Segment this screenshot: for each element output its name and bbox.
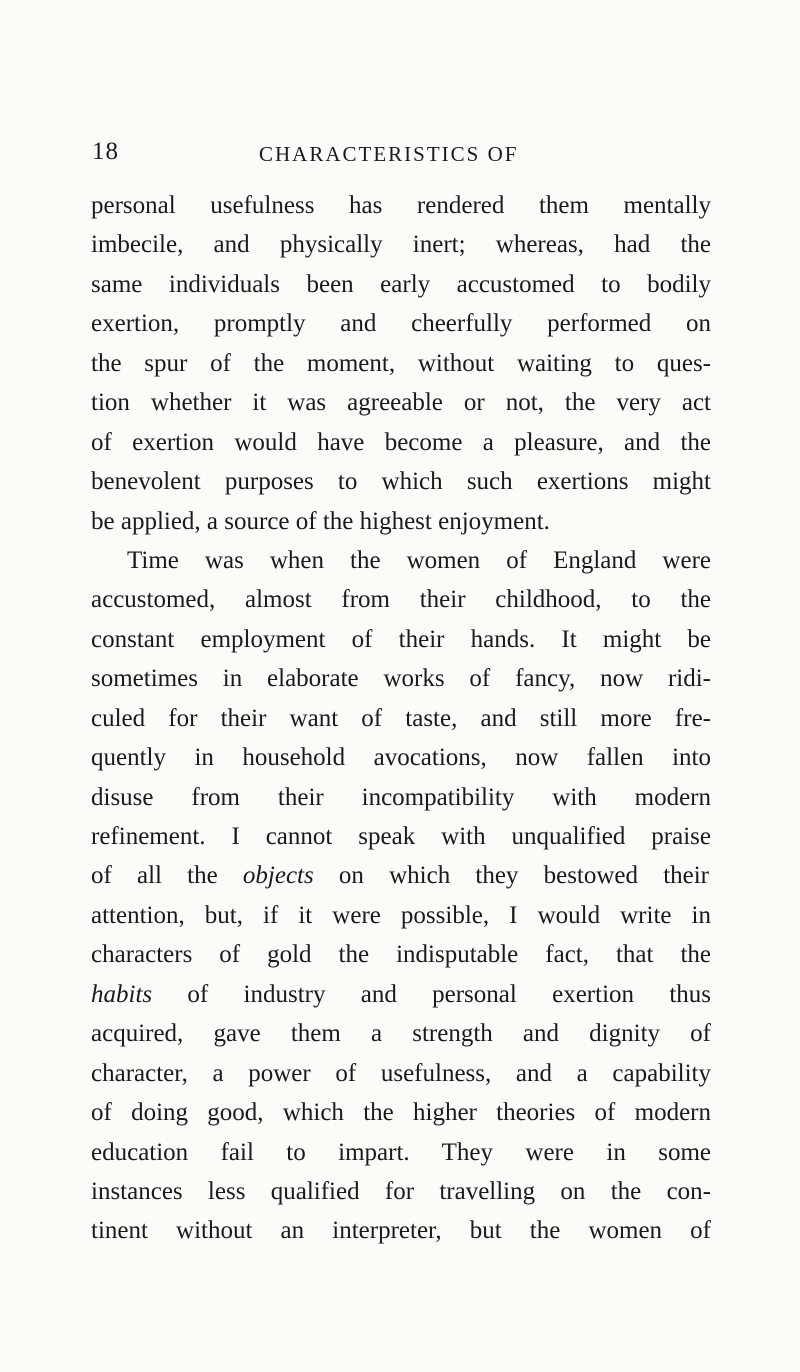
text-line: benevolent purposes to which such exertions might <box>91 468 711 496</box>
text-line: of doing good, which the higher theories of modern <box>91 1099 711 1127</box>
text-line: acquired, gave them a strength and dignity of <box>91 1020 711 1048</box>
text-line: quently in household avocations, now fallen into <box>91 744 711 772</box>
text-line: instances less qualified for travelling on the con- <box>91 1177 711 1205</box>
page-number: 18 <box>92 138 119 165</box>
text-line: the spur of the moment, without waiting to ques- <box>91 349 711 377</box>
italic-emphasis: objects <box>242 862 314 890</box>
text-line: disuse from their incompatibility with modern <box>91 783 711 811</box>
running-title: CHARACTERISTICS OF <box>259 142 519 166</box>
text-line: be applied, a source of the highest enjoyment. <box>91 507 550 535</box>
text-line-mixed <box>91 975 711 1014</box>
text-line: accustomed, almost from their childhood, to the <box>91 586 711 614</box>
text-line: education fail to impart. They were in some <box>91 1138 711 1166</box>
text-line: tinent without an interpreter, but the women of <box>91 1217 711 1245</box>
text-line: tion whether it was agreeable or not, the very act <box>91 389 711 417</box>
text-line: character, a power of usefulness, and a capability <box>91 1059 711 1087</box>
text-line: refinement. I cannot speak with unqualified praise <box>91 823 711 850</box>
text-segment: on which they bestowed their <box>313 862 710 890</box>
text-line: same individuals been early accustomed to bodily <box>91 270 711 298</box>
italic-emphasis: habits <box>91 980 153 1008</box>
text-line: characters of gold the indisputable fact, that the <box>91 941 711 969</box>
text-line: imbecile, and physically inert; whereas, had the <box>91 231 711 259</box>
text-segment: of industry and personal exertion thus <box>152 980 711 1008</box>
page-header <box>92 138 712 178</box>
text-line: culed for their want of taste, and still more fre- <box>91 704 711 732</box>
text-line-mixed <box>91 856 711 895</box>
text-line: attention, but, if it were possible, I would write in <box>91 901 711 929</box>
text-line: constant employment of their hands. It might be <box>91 625 711 653</box>
text-segment: of all the <box>91 862 243 890</box>
body-text <box>91 186 711 1251</box>
text-line: personal usefulness has rendered them mentally <box>91 192 711 219</box>
text-line: sometimes in elaborate works of fancy, now ridi- <box>91 665 711 693</box>
text-line: Time was when the women of England were <box>127 546 711 574</box>
text-line: exertion, promptly and cheerfully performed on <box>91 310 711 338</box>
text-line: of exertion would have become a pleasure, and the <box>91 428 711 456</box>
